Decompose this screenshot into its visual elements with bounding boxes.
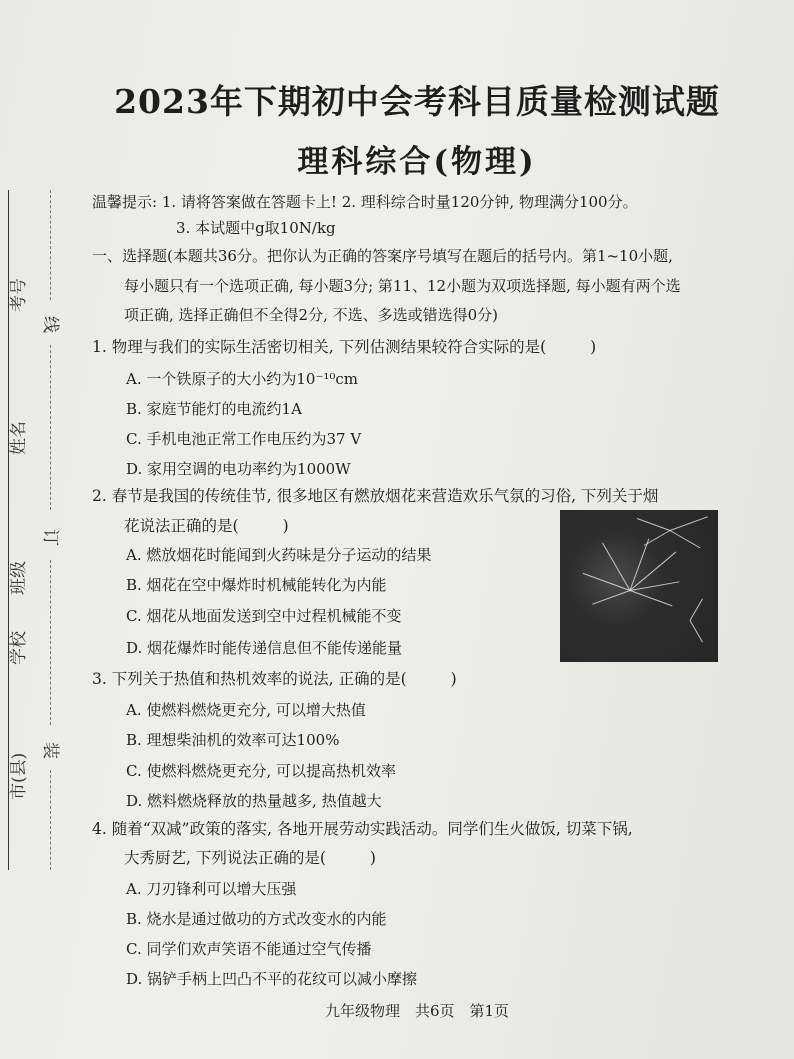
question-3-option-d: D. 燃料燃烧释放的热量越多, 热值越大 bbox=[126, 792, 382, 810]
mark-zhuang: 装 bbox=[40, 742, 60, 759]
page-subtitle: 理科综合(物理) bbox=[297, 144, 537, 180]
question-4-option-d: D. 锅铲手柄上凹凸不平的花纹可以减小摩擦 bbox=[126, 970, 418, 988]
question-1-option-b: B. 家庭节能灯的电流约1A bbox=[126, 400, 302, 418]
page-title: 2023年下期初中会考科目质量检测试题 bbox=[114, 82, 720, 121]
field-shixian: 市(县) bbox=[9, 752, 29, 800]
question-2-stem-line-1: 2. 春节是我国的传统佳节, 很多地区有燃放烟花来营造欢乐气氛的习俗, 下列关于烟 bbox=[92, 487, 659, 505]
question-4-option-a: A. 刀刃锋利可以增大压强 bbox=[126, 880, 297, 898]
question-3-option-a: A. 使燃料燃烧更充分, 可以增大热值 bbox=[126, 701, 366, 719]
section-heading-1: 一、选择题(本题共36分。把你认为正确的答案序号填写在题后的括号内。第1~10小题, bbox=[92, 247, 673, 265]
field-xingming: 姓名 bbox=[9, 421, 29, 455]
fireworks-photo bbox=[560, 510, 718, 662]
question-1-option-c: C. 手机电池正常工作电压约为37 V bbox=[126, 430, 362, 448]
mark-ding: 订 bbox=[40, 529, 60, 546]
question-3-option-b: B. 理想柴油机的效率可达100% bbox=[126, 731, 340, 749]
question-1-option-d: D. 家用空调的电功率约为1000W bbox=[126, 460, 351, 478]
field-banji: 班级 bbox=[9, 561, 29, 595]
field-kaohao: 考号 bbox=[9, 278, 29, 312]
question-4-option-c: C. 同学们欢声笑语不能通过空气传播 bbox=[126, 940, 372, 958]
page-footer: 九年级物理 共6页 第1页 bbox=[324, 1002, 510, 1020]
question-2-stem-line-2: 花说法正确的是( ) bbox=[124, 517, 289, 535]
question-3-stem: 3. 下列关于热值和热机效率的说法, 正确的是( ) bbox=[92, 670, 457, 688]
mark-xian: 线 bbox=[40, 316, 60, 333]
cut-line-segment bbox=[50, 345, 51, 510]
cut-line-segment bbox=[50, 560, 51, 725]
notice-line-1: 温馨提示: 1. 请将答案做在答题卡上! 2. 理科综合时量120分钟, 物理满分100分。 bbox=[92, 193, 638, 211]
field-xuexiao: 学校 bbox=[9, 631, 29, 665]
cut-line-segment bbox=[50, 190, 51, 300]
question-4-stem-line-2: 大秀厨艺, 下列说法正确的是( ) bbox=[124, 849, 376, 867]
question-3-option-c: C. 使燃料燃烧更充分, 可以提高热机效率 bbox=[126, 762, 397, 780]
question-1-option-a: A. 一个铁原子的大小约为10⁻¹⁰cm bbox=[126, 370, 359, 388]
question-2-option-a: A. 燃放烟花时能闻到火药味是分子运动的结果 bbox=[126, 546, 432, 564]
notice-line-2: 3. 本试题中g取10N/kg bbox=[176, 219, 336, 237]
question-2-option-b: B. 烟花在空中爆炸时机械能转化为内能 bbox=[126, 576, 387, 594]
section-heading-3: 项正确, 选择正确但不全得2分, 不选、多选或错选得0分) bbox=[124, 306, 499, 324]
question-2-option-d: D. 烟花爆炸时能传递信息但不能传递能量 bbox=[126, 639, 403, 657]
question-4-option-b: B. 烧水是通过做功的方式改变水的内能 bbox=[126, 910, 387, 928]
cut-line-segment bbox=[50, 770, 51, 870]
question-4-stem-line-1: 4. 随着“双减”政策的落实, 各地开展劳动实践活动。同学们生火做饭, 切菜下锅, bbox=[92, 820, 633, 838]
question-2-option-c: C. 烟花从地面发送到空中过程机械能不变 bbox=[126, 607, 402, 625]
section-heading-2: 每小题只有一个选项正确, 每小题3分; 第11、12小题为双项选择题, 每小题有两个选 bbox=[124, 277, 681, 295]
question-1-stem: 1. 物理与我们的实际生活密切相关, 下列估测结果较符合实际的是( ) bbox=[92, 338, 597, 356]
